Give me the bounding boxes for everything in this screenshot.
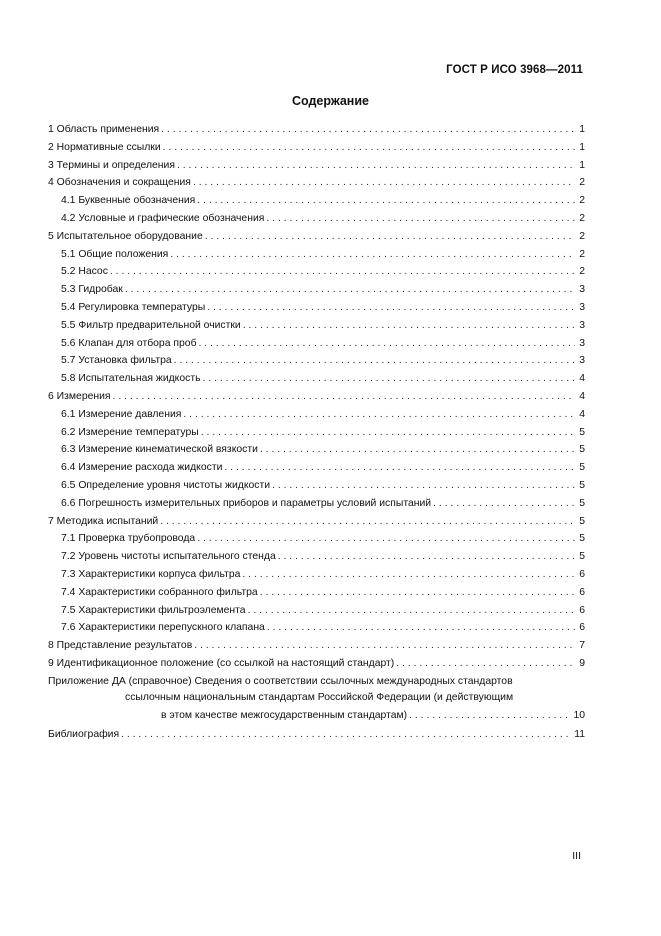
toc-entry[interactable] bbox=[48, 602, 585, 620]
toc-entry-page: 5 bbox=[579, 497, 585, 509]
toc-entry-text: 6.6 Погрешность измерительных приборов и параметры условий испытаний bbox=[61, 497, 432, 509]
toc-entry[interactable] bbox=[48, 513, 585, 531]
toc-entry[interactable] bbox=[48, 477, 585, 495]
leader-dots bbox=[193, 174, 575, 192]
leader-dots bbox=[121, 726, 572, 744]
appendix-line-3-text: в этом качестве межгосударственным стандартам) bbox=[161, 709, 408, 721]
leader-dots bbox=[433, 495, 575, 513]
leader-dots bbox=[201, 424, 575, 442]
toc-entry-page: 1 bbox=[579, 141, 585, 153]
toc-entry-text: 5.5 Фильтр предварительной очистки bbox=[61, 319, 241, 331]
toc-entry-text: 5.1 Общие положения bbox=[61, 248, 169, 260]
toc-entry-page: 5 bbox=[579, 444, 585, 456]
toc-entry-text: 5.3 Гидробак bbox=[61, 284, 123, 296]
leader-dots bbox=[396, 655, 575, 673]
toc-entry-page: 6 bbox=[579, 622, 585, 634]
toc-entry-text: 8 Представление результатов bbox=[48, 640, 193, 652]
toc-entry-page: 1 bbox=[579, 124, 585, 135]
leader-dots bbox=[161, 121, 575, 139]
leader-dots bbox=[205, 228, 575, 246]
leader-dots bbox=[207, 299, 575, 317]
toc-entry[interactable] bbox=[48, 406, 585, 424]
toc-entry-text: 6.5 Определение уровня чистоты жидкости bbox=[61, 479, 271, 491]
toc-entry[interactable] bbox=[48, 263, 585, 281]
bibliography-page: 11 bbox=[574, 728, 585, 740]
toc-entry[interactable] bbox=[48, 548, 585, 566]
appendix-page: 10 bbox=[573, 709, 585, 721]
leader-dots bbox=[267, 619, 575, 637]
table-of-contents bbox=[48, 121, 585, 743]
toc-entry-text: 7 Методика испытаний bbox=[48, 515, 159, 527]
toc-entry-page: 6 bbox=[579, 568, 585, 580]
toc-entry-page: 5 bbox=[579, 551, 585, 563]
toc-entry[interactable] bbox=[48, 246, 585, 264]
toc-entry-text: 6.1 Измерение давления bbox=[61, 408, 182, 420]
toc-entry-page: 5 bbox=[579, 426, 585, 438]
toc-entry[interactable] bbox=[48, 495, 585, 513]
toc-entry-page: 1 bbox=[579, 159, 585, 171]
toc-entry[interactable] bbox=[48, 584, 585, 602]
toc-entry-text: 9 Идентификационное положение (со ссылкой на настоящий стандарт) bbox=[48, 657, 395, 669]
toc-entry[interactable] bbox=[48, 637, 585, 655]
toc-entry[interactable] bbox=[48, 441, 585, 459]
toc-entry-text: 6.4 Измерение расхода жидкости bbox=[61, 462, 223, 474]
leader-dots bbox=[160, 513, 575, 531]
leader-dots bbox=[260, 441, 575, 459]
leader-dots bbox=[194, 637, 575, 655]
toc-entry-text: 2 Нормативные ссылки bbox=[48, 141, 161, 153]
leader-dots bbox=[266, 210, 575, 228]
toc-entry-text: 5.7 Установка фильтра bbox=[61, 355, 172, 367]
leader-dots bbox=[113, 388, 575, 406]
toc-entry-page: 3 bbox=[579, 355, 585, 367]
toc-entry-text: 3 Термины и определения bbox=[48, 159, 175, 171]
leader-dots bbox=[110, 263, 575, 281]
leader-dots bbox=[177, 157, 575, 175]
toc-entry-text: 5.4 Регулировка температуры bbox=[61, 301, 206, 313]
toc-appendix[interactable] bbox=[48, 674, 585, 725]
leader-dots bbox=[170, 246, 575, 264]
toc-bibliography[interactable] bbox=[48, 726, 585, 744]
toc-entry-text: 4.1 Буквенные обозначения bbox=[61, 195, 196, 207]
toc-entry[interactable] bbox=[48, 192, 585, 210]
toc-entry[interactable] bbox=[48, 424, 585, 442]
toc-entry[interactable] bbox=[48, 228, 585, 246]
toc-entry[interactable] bbox=[48, 121, 585, 139]
toc-entry-text: 7.6 Характеристики перепускного клапана bbox=[61, 622, 265, 634]
leader-dots bbox=[224, 459, 575, 477]
appendix-line-1: Приложение ДА (справочное) Сведения о соответствии ссылочных международных стандартов bbox=[48, 675, 513, 687]
toc-entry-text: 7.2 Уровень чистоты испытательного стенда bbox=[61, 551, 276, 563]
toc-entry[interactable] bbox=[48, 139, 585, 157]
toc-entry[interactable] bbox=[48, 352, 585, 370]
leader-dots bbox=[183, 406, 575, 424]
toc-entry[interactable] bbox=[48, 174, 585, 192]
toc-entry-text: 7.1 Проверка трубопровода bbox=[61, 533, 196, 545]
bibliography-text: Библиография bbox=[48, 728, 120, 740]
toc-entry-text: 6.2 Измерение температуры bbox=[61, 426, 199, 438]
leader-dots bbox=[203, 370, 576, 388]
leader-dots bbox=[199, 335, 575, 353]
toc-entry-page: 6 bbox=[579, 604, 585, 616]
leader-dots bbox=[278, 548, 575, 566]
toc-entry-page: 2 bbox=[579, 177, 585, 189]
toc-entry-text: 4 Обозначения и сокращения bbox=[48, 177, 191, 189]
toc-entry[interactable] bbox=[48, 566, 585, 584]
toc-entry[interactable] bbox=[48, 655, 585, 673]
toc-entry-page: 4 bbox=[579, 373, 585, 385]
page-number: III bbox=[572, 850, 581, 862]
toc-entry-page: 9 bbox=[579, 657, 585, 669]
toc-entry-page: 3 bbox=[579, 301, 585, 313]
toc-entry-page: 2 bbox=[579, 195, 585, 207]
toc-entries bbox=[48, 121, 585, 673]
toc-entry-text: 7.5 Характеристики фильтроэлемента bbox=[61, 604, 246, 616]
toc-entry-page: 5 bbox=[579, 515, 585, 527]
leader-dots bbox=[248, 602, 575, 620]
toc-entry-page: 5 bbox=[579, 462, 585, 474]
toc-entry[interactable] bbox=[48, 619, 585, 637]
leader-dots bbox=[243, 317, 575, 335]
leader-dots bbox=[125, 281, 575, 299]
toc-entry-page: 7 bbox=[579, 640, 585, 652]
leader-dots bbox=[409, 707, 571, 725]
toc-entry-text: 7.4 Характеристики собранного фильтра bbox=[61, 586, 258, 598]
toc-entry-text: 5.8 Испытательная жидкость bbox=[61, 373, 201, 385]
appendix-line-2: ссылочным национальным стандартам Российской Федерации (и действующим bbox=[125, 692, 514, 704]
leader-dots bbox=[174, 352, 575, 370]
toc-entry-page: 3 bbox=[579, 319, 585, 331]
appendix-line-3 bbox=[48, 707, 585, 725]
toc-entry[interactable] bbox=[48, 157, 585, 175]
toc-entry[interactable] bbox=[48, 299, 585, 317]
toc-entry-page: 2 bbox=[579, 212, 585, 224]
leader-dots bbox=[163, 139, 575, 157]
toc-entry-text: 4.2 Условные и графические обозначения bbox=[61, 212, 265, 224]
toc-entry-text: 5.2 Насос bbox=[61, 266, 108, 278]
toc-entry-text: 5 Испытательное оборудование bbox=[48, 230, 203, 242]
toc-entry-page: 3 bbox=[579, 337, 585, 349]
toc-entry-page: 3 bbox=[579, 284, 585, 296]
toc-entry-text: 6.3 Измерение кинематической вязкости bbox=[61, 444, 258, 456]
toc-entry[interactable] bbox=[48, 281, 585, 299]
leader-dots bbox=[260, 584, 575, 602]
toc-entry[interactable] bbox=[48, 459, 585, 477]
toc-entry-text: 7.3 Характеристики корпуса фильтра bbox=[61, 568, 241, 580]
toc-entry-page: 5 bbox=[579, 533, 585, 545]
toc-entry-page: 4 bbox=[579, 390, 585, 402]
toc-entry-page: 6 bbox=[579, 586, 585, 598]
leader-dots bbox=[272, 477, 575, 495]
toc-entry[interactable] bbox=[48, 335, 585, 353]
toc-entry-text: 1 Область применения bbox=[48, 124, 160, 135]
toc-entry-page: 5 bbox=[579, 479, 585, 491]
leader-dots bbox=[197, 192, 575, 210]
toc-entry[interactable] bbox=[48, 370, 585, 388]
toc-entry-page: 2 bbox=[579, 266, 585, 278]
leader-dots bbox=[242, 566, 575, 584]
page-title: Содержание bbox=[291, 94, 369, 108]
leader-dots bbox=[197, 530, 575, 548]
toc-entry-page: 4 bbox=[579, 408, 585, 420]
toc-entry-page: 2 bbox=[579, 230, 585, 242]
toc-entry-text: 6 Измерения bbox=[48, 390, 111, 402]
toc-entry-page: 2 bbox=[579, 248, 585, 260]
document-code: ГОСТ Р ИСО 3968—2011 bbox=[446, 64, 583, 76]
toc-entry-text: 5.6 Клапан для отбора проб bbox=[61, 337, 197, 349]
toc-entry[interactable] bbox=[48, 210, 585, 228]
toc-entry[interactable] bbox=[48, 317, 585, 335]
toc-entry[interactable] bbox=[48, 388, 585, 406]
toc-entry[interactable] bbox=[48, 530, 585, 548]
